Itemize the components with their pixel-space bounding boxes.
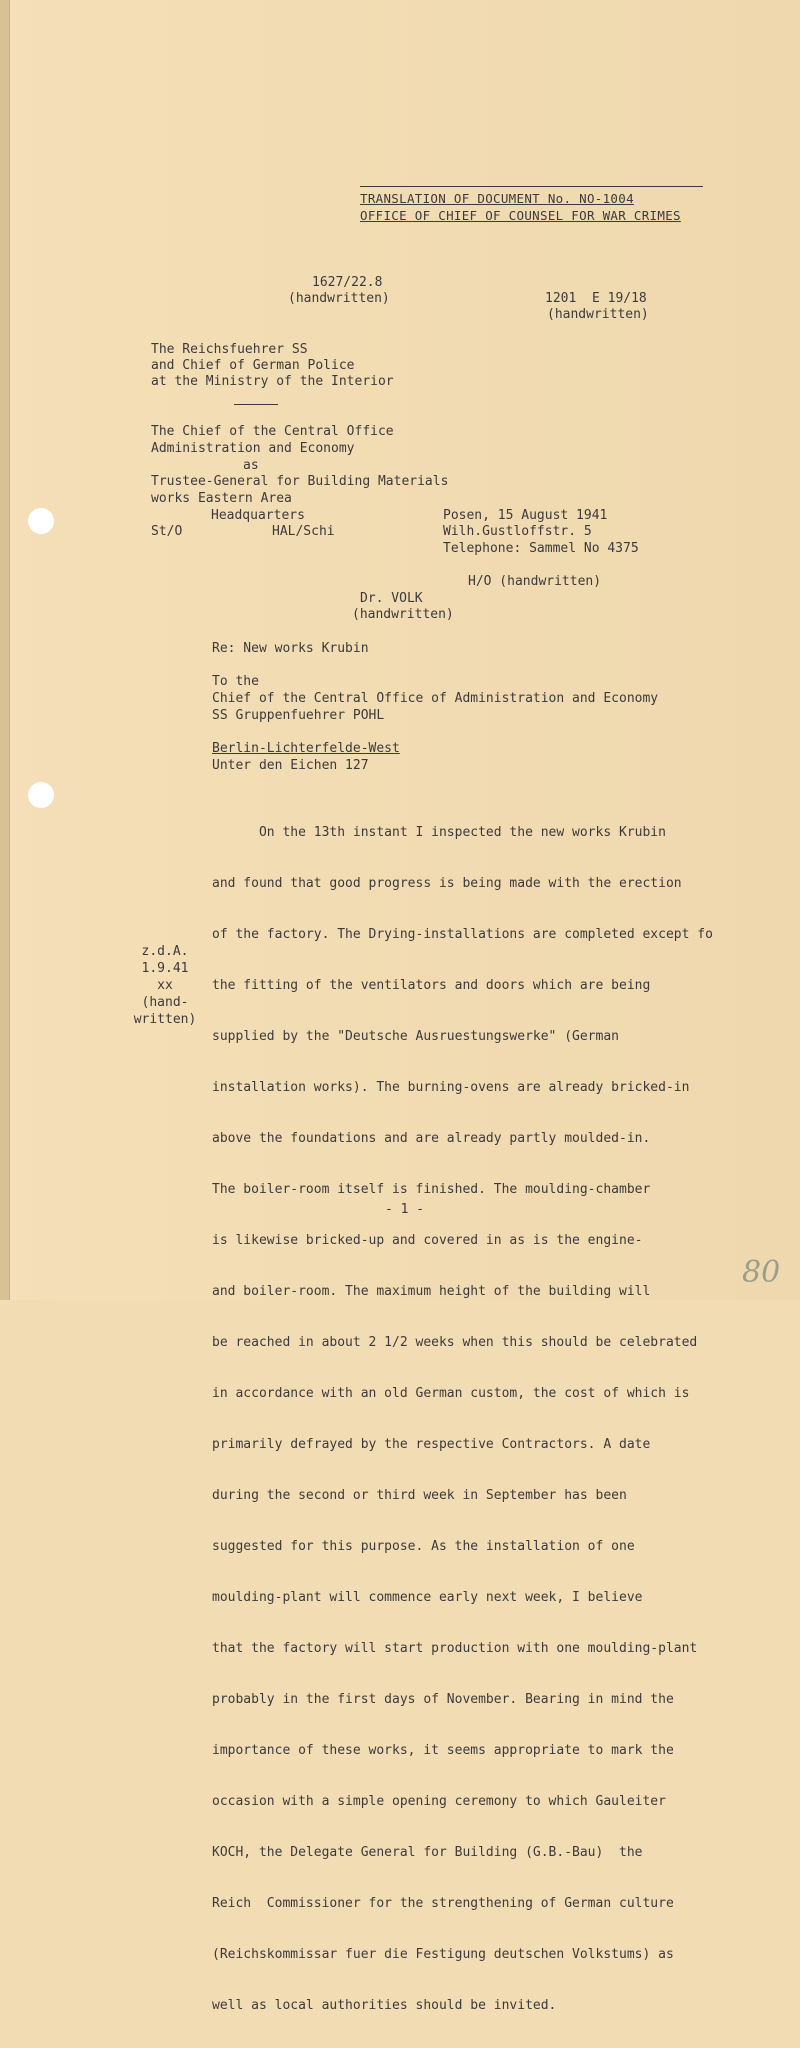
office-line-4: Trustee-General for Building Materials <box>151 474 449 489</box>
sender-line-1: The Reichsfuehrer SS <box>151 342 308 357</box>
body-line: be reached in about 2 1/2 weeks when this should be celebrated <box>212 1335 698 1350</box>
header-translation: TRANSLATION OF DOCUMENT No. NO-1004 <box>360 191 634 206</box>
body-line: On the 13th instant I inspected the new works Krubin <box>212 825 666 840</box>
body-line: well as local authorities should be invited. <box>212 1998 557 2013</box>
office-line-6: Headquarters <box>211 508 305 523</box>
file-ref-left-note: (handwritten) <box>288 291 390 306</box>
recipient-line-3: SS Gruppenfuehrer POHL <box>212 708 385 723</box>
margin-note-2: 1.9.41 <box>141 961 189 976</box>
office-line-3: as <box>243 458 259 473</box>
recipient-line-1: To the <box>212 674 259 689</box>
body-line: and found that good progress is being made with the erection <box>212 876 682 891</box>
body-line: probably in the first days of November. Bearing in mind the <box>212 1692 674 1707</box>
margin-note-4: (hand- <box>141 995 189 1010</box>
office-line-1: The Chief of the Central Office <box>151 424 394 439</box>
paper-edge <box>0 0 10 1300</box>
punch-hole <box>28 508 54 534</box>
office-line-5: works Eastern Area <box>151 491 292 506</box>
body-line: importance of these works, it seems appropriate to mark the <box>212 1743 674 1758</box>
body-line: (Reichskommissar fuer die Festigung deutschen Volkstums) as <box>212 1947 674 1962</box>
letter-body <box>212 790 782 2048</box>
dr-note: (handwritten) <box>352 607 454 622</box>
body-line: above the foundations and are already partly moulded-in. <box>212 1131 651 1146</box>
address-street: Wilh.Gustloffstr. 5 <box>443 524 592 539</box>
body-line: of the factory. The Drying-installations are completed except fo <box>212 927 713 942</box>
place-date: Posen, 15 August 1941 <box>443 508 608 523</box>
body-line: during the second or third week in September has been <box>212 1488 627 1503</box>
body-line: the fitting of the ventilators and doors which are being <box>212 978 651 993</box>
recipient-street: Unter den Eichen 127 <box>212 758 369 773</box>
body-line: moulding-plant will commence early next week, I believe <box>212 1590 643 1605</box>
file-ref-left-number: 1627/22.8 <box>312 275 383 290</box>
reference-left: St/O <box>151 524 183 539</box>
body-line: in accordance with an old German custom, the cost of which is <box>212 1386 690 1401</box>
file-ref-right-note: (handwritten) <box>547 307 649 322</box>
margin-note-5: written) <box>133 1012 197 1027</box>
body-line: primarily defrayed by the respective Contractors. A date <box>212 1437 651 1452</box>
body-line: The boiler-room itself is finished. The moulding-chamber <box>212 1182 651 1197</box>
reference-middle: HAL/Schi <box>272 524 335 539</box>
subject-line: Re: New works Krubin <box>212 641 369 656</box>
punch-hole <box>28 782 54 808</box>
recipient-line-2: Chief of the Central Office of Administration and Economy <box>212 691 659 706</box>
dr-name: Dr. VOLK <box>360 591 423 606</box>
corner-mark: 80 <box>742 1255 781 1290</box>
header-rule <box>360 186 703 187</box>
margin-note-3: xx <box>157 978 173 993</box>
recipient-city: Berlin-Lichterfelde-West <box>212 741 400 756</box>
margin-note-1: z.d.A. <box>141 944 189 959</box>
sender-line-3: at the Ministry of the Interior <box>151 374 394 389</box>
sender-line-2: and Chief of German Police <box>151 358 355 373</box>
body-line: KOCH, the Delegate General for Building (G.B.-Bau) the <box>212 1845 643 1860</box>
page-number: - 1 - <box>385 1202 425 1217</box>
telephone: Telephone: Sammel No 4375 <box>443 541 639 556</box>
body-line: installation works). The burning-ovens are already bricked-in <box>212 1080 690 1095</box>
body-line: that the factory will start production with one moulding-plant <box>212 1641 698 1656</box>
body-line: is likewise bricked-up and covered in as is the engine- <box>212 1233 643 1248</box>
header-office: OFFICE OF CHIEF OF COUNSEL FOR WAR CRIMES <box>360 208 681 223</box>
body-line: occasion with a simple opening ceremony to which Gauleiter <box>212 1794 666 1809</box>
office-line-2: Administration and Economy <box>151 441 355 456</box>
body-line: and boiler-room. The maximum height of the building will <box>212 1284 651 1299</box>
separator-dash <box>234 404 278 405</box>
body-line: Reich Commissioner for the strengthening of German culture <box>212 1896 674 1911</box>
ho-note: H/O (handwritten) <box>468 574 602 589</box>
body-line: supplied by the "Deutsche Ausruestungswerke" (German <box>212 1029 619 1044</box>
body-line: suggested for this purpose. As the installation of one <box>212 1539 635 1554</box>
file-ref-right-number: 1201 E 19/18 <box>545 291 647 306</box>
